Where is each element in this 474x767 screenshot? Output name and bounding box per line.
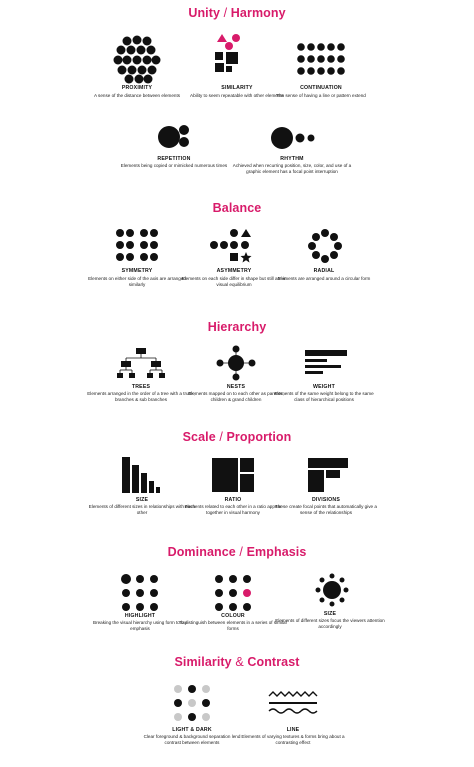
size-emphasis-label: SIZE	[323, 611, 337, 617]
light-dark-desc: Clear foreground & background separation lend contrast between elements	[143, 734, 241, 745]
weight-desc: Elements of the same weight belong to the same class of hierarchical positions	[274, 391, 374, 402]
divisions-desc: These create focal points that automatically give a sense of the relationships	[275, 504, 377, 515]
proximity-label: PROXIMITY	[121, 85, 153, 91]
ratio-label: RATIO	[224, 497, 242, 503]
nests-desc: Elements mapped on to each other as parents, children & grand children	[188, 391, 284, 402]
symmetry-label: SYMMETRY	[121, 268, 153, 274]
line-label: LINE	[286, 727, 300, 733]
light-dark-label: LIGHT & DARK	[172, 727, 212, 733]
similarity-icon	[212, 32, 248, 78]
section-title-balance: Balance	[212, 201, 262, 215]
radial-desc: Elements are arranged around a circular form	[277, 276, 371, 281]
trees-label: TREES	[131, 384, 151, 390]
asymmetry-label: ASYMMETRY	[216, 268, 252, 274]
divisions-label: DIVISIONS	[311, 497, 341, 503]
section-title-scale-proportion: Scale / Proportion	[182, 430, 292, 444]
similarity-desc: Ability to seem repeatable with other elements	[190, 93, 284, 98]
divisions-icon	[308, 458, 348, 492]
weight-icon	[305, 350, 347, 376]
symmetry-desc: Elements on either side of the axis are arranged similarly	[88, 276, 186, 287]
size-emphasis-desc: Elements of different sizes focus the viewers attention accordingly	[275, 618, 385, 629]
similarity-label: SIMILARITY	[221, 85, 253, 91]
colour-label: COLOUR	[221, 613, 245, 619]
continuation-desc: The sense of having a line or pattern extend	[276, 93, 366, 98]
trees-desc: Elements arranged in the order of a tree with a trunk, branches & sub branches	[87, 391, 195, 402]
size-emphasis-icon	[312, 573, 352, 607]
colour-icon	[213, 573, 253, 613]
symmetry-icon	[115, 228, 159, 264]
radial-label: RADIAL	[313, 268, 335, 274]
rhythm-icon	[270, 126, 316, 150]
weight-label: WEIGHT	[313, 384, 335, 390]
proximity-icon	[113, 35, 161, 85]
nests-icon	[215, 345, 257, 381]
light-dark-icon	[172, 683, 212, 723]
size-label: SIZE	[135, 497, 149, 503]
rhythm-label: RHYTHM	[280, 156, 304, 162]
continuation-icon	[296, 42, 350, 78]
highlight-icon	[120, 573, 160, 613]
continuation-label: CONTINUATION	[300, 85, 342, 91]
radial-icon	[307, 228, 343, 264]
asymmetry-desc: Elements on each side differ in shape but still are in visual equilibrium	[181, 276, 287, 287]
rhythm-desc: Achieved when recurring position, size, color, and use of a graphic element has a focal point interruption	[232, 163, 352, 174]
trees-icon	[117, 348, 165, 380]
asymmetry-icon	[210, 228, 256, 264]
proximity-desc: A sense of the distance between elements	[93, 93, 181, 98]
repetition-icon	[157, 122, 191, 152]
section-title-dominance-emphasis: Dominance / Emphasis	[167, 545, 307, 559]
repetition-label: REPETITION	[157, 156, 191, 162]
ratio-icon	[212, 458, 254, 492]
ratio-desc: Elements related to each other in a ratio appear together in visual harmony	[184, 504, 282, 515]
colour-desc: To distinguish between elements in a series of similar forms	[178, 620, 288, 631]
repetition-desc: Elements being copied or mimicked numerous times	[120, 163, 228, 168]
highlight-desc: Breaking the visual hierarchy using form to lay emphasis	[93, 620, 187, 631]
section-title-unity-harmony: Unity / Harmony	[188, 6, 286, 20]
section-title-similarity-contrast: Similarity & Contrast	[174, 655, 300, 669]
highlight-label: HIGHLIGHT	[124, 613, 156, 619]
line-desc: Elements of varying textures & forms bring about a contrasting effect	[241, 734, 345, 745]
size-desc: Elements of different sizes in relationships with each other	[88, 504, 196, 515]
size-icon	[122, 457, 162, 493]
nests-label: NESTS	[226, 384, 246, 390]
section-title-hierarchy: Hierarchy	[207, 320, 267, 334]
line-icon	[268, 690, 318, 716]
